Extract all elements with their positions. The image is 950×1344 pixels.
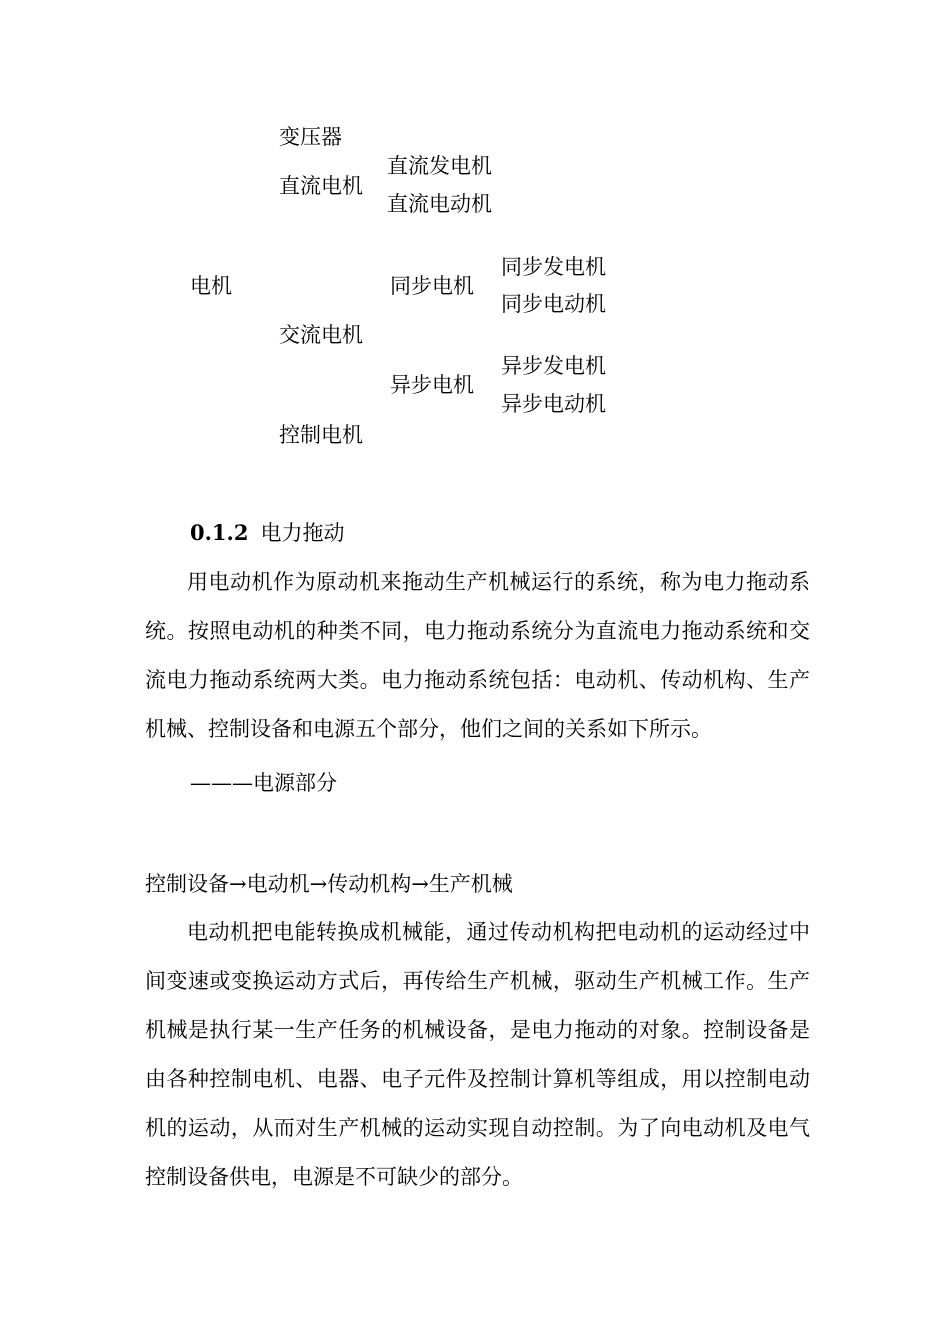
tree-root: 电机 <box>190 274 232 298</box>
power-source-line: ———电源部分 <box>190 771 337 795</box>
tree-async-motor-electric: 异步电动机 <box>501 392 606 416</box>
tree-sync-motor-electric: 同步电动机 <box>501 292 606 316</box>
tree-async-motor: 异步电机 <box>390 373 474 397</box>
tree-control-motor: 控制电机 <box>279 423 363 447</box>
tree-async-generator: 异步发电机 <box>501 354 606 378</box>
section-title: 电力拖动 <box>260 521 345 545</box>
system-chain: 控制设备→电动机→传动机构→生产机械 <box>145 872 513 896</box>
paragraph-intro: 用电动机作为原动机来拖动生产机械运行的系统，称为电力拖动系统。按照电动机的种类不同，电力拖动系统分为直流电力拖动系统和交流电力拖动系统两大类。电力拖动系统包括：电动机、传动机构、生产机械、控制设备和电源五个部分，他们之间的关系如下所示。 <box>145 570 810 741</box>
tree-sync-generator: 同步发电机 <box>501 255 606 279</box>
section-number: 0.1.2 <box>190 520 249 545</box>
tree-sync-motor: 同步电机 <box>390 274 474 298</box>
paragraph-description: 电动机把电能转换成机械能，通过传动机构把电动机的运动经过中间变速或变换运动方式后，再传给生产机械，驱动生产机械工作。生产机械是执行某一生产任务的机械设备，是电力拖动的对象。控制设备是由各种控制电机、电器、电子元件及控制计算机等组成，用以控制电动机的运动，从而对生产机械的运动实现自动控制。为了向电动机及电气控制设备供电，电源是不可缺少的部分。 <box>145 920 810 1189</box>
tree-dc-motor-electric: 直流电动机 <box>387 192 492 216</box>
tree-dc-motor: 直流电机 <box>279 174 363 198</box>
tree-transformer: 变压器 <box>279 125 342 149</box>
tree-dc-generator: 直流发电机 <box>387 154 492 178</box>
tree-ac-motor: 交流电机 <box>279 323 363 347</box>
section-heading <box>190 521 344 545</box>
